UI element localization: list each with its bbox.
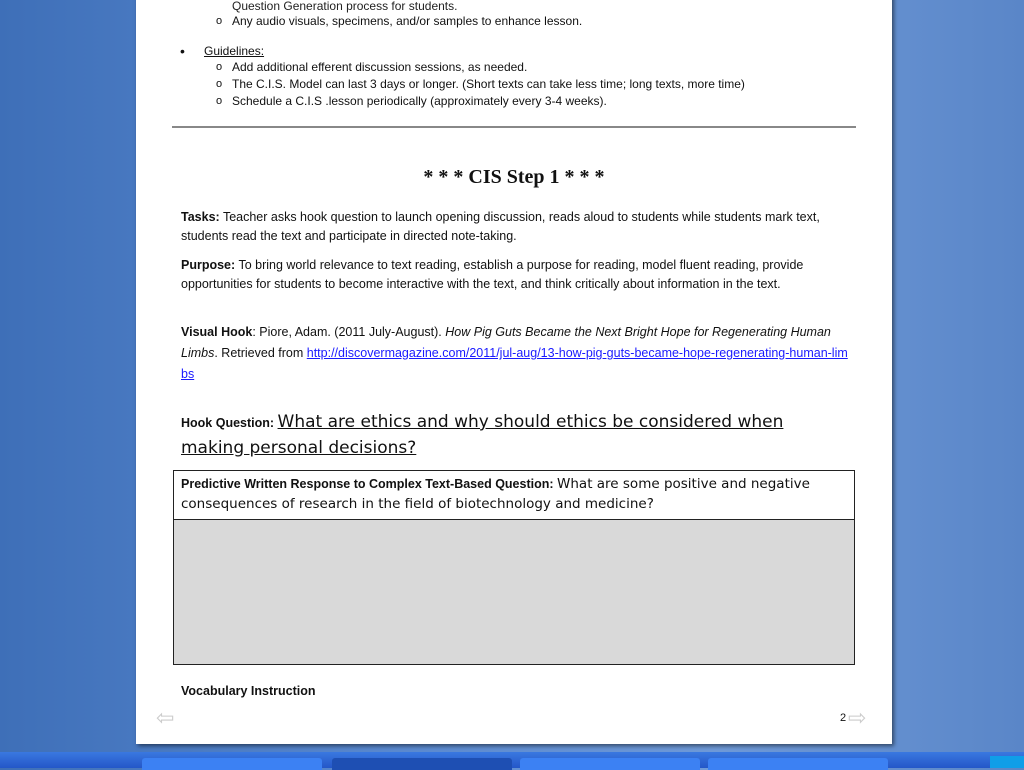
guidelines-heading: Guidelines:: [204, 44, 265, 58]
taskbar-button[interactable]: [520, 758, 700, 770]
taskbar-button[interactable]: [142, 758, 322, 770]
bullet-icon: •: [180, 43, 185, 59]
system-tray: [990, 756, 1024, 768]
list-item: o Add additional efferent discussion sessions, as needed.: [232, 59, 745, 76]
purpose-paragraph: [181, 256, 851, 294]
vocabulary-heading: Vocabulary Instruction: [181, 684, 316, 698]
visual-hook-link[interactable]: http://discovermagazine.com/2011/jul-aug/13-how-pig-guts-became-hope-regenerating-human-limbs: [181, 346, 848, 381]
predictive-text: What are some positive and negative consequences of research in the field of biotechnology and medicine?: [181, 476, 810, 512]
visual-hook-paragraph: [181, 322, 851, 385]
tasks-text: Teacher asks hook question to launch opening discussion, reads aloud to students while students mark text, students read the text and participate in directed note-taking.: [181, 210, 820, 243]
materials-list: [232, 13, 582, 30]
step-title: * * * CIS Step 1 * * *: [423, 166, 605, 188]
list-item: o Any audio visuals, specimens, and/or samples to enhance lesson.: [232, 13, 582, 30]
guidelines-list: [232, 59, 745, 110]
hook-text: What are ethics and why should ethics be considered when making personal decisions?: [181, 412, 784, 458]
visual-hook-title: How Pig Guts Became the Next Bright Hope for Regenerating Human Limbs: [181, 325, 831, 360]
taskbar-button-active[interactable]: [332, 758, 512, 770]
visual-hook-label: Visual Hook: [181, 325, 253, 339]
tasks-paragraph: [181, 208, 851, 246]
hook-label: Hook Question:: [181, 416, 275, 430]
partial-line: Question Generation process for students.: [232, 0, 458, 13]
previous-page-arrow-icon[interactable]: ⇦: [156, 705, 175, 730]
visual-hook-author: : Piore, Adam. (2011 July-August).: [252, 325, 442, 339]
list-item: o The C.I.S. Model can last 3 days or longer. (Short texts can take less time; long texts, more time): [232, 76, 745, 93]
tasks-label: Tasks:: [181, 210, 220, 224]
taskbar-button[interactable]: [708, 758, 888, 770]
predictive-response-header: [173, 470, 855, 520]
page-number: 2: [840, 712, 847, 724]
horizontal-rule: [172, 126, 856, 128]
predictive-label: Predictive Written Response to Complex Text-Based Question:: [181, 477, 554, 491]
list-item: o Schedule a C.I.S .lesson periodically (approximately every 3-4 weeks).: [232, 93, 745, 110]
next-page-arrow-icon[interactable]: ⇨: [848, 705, 867, 730]
visual-hook-retrieved: . Retrieved from: [214, 346, 304, 360]
purpose-label: Purpose:: [181, 258, 236, 272]
response-area[interactable]: [173, 519, 855, 665]
purpose-text: To bring world relevance to text reading, establish a purpose for reading, model fluent reading, provide opportunities for students to become interactive with the text, and think critically about information in the text.: [181, 258, 804, 291]
quick-launch-bar[interactable]: [0, 760, 130, 768]
document-page: [136, 0, 892, 744]
hook-question: [181, 410, 851, 462]
